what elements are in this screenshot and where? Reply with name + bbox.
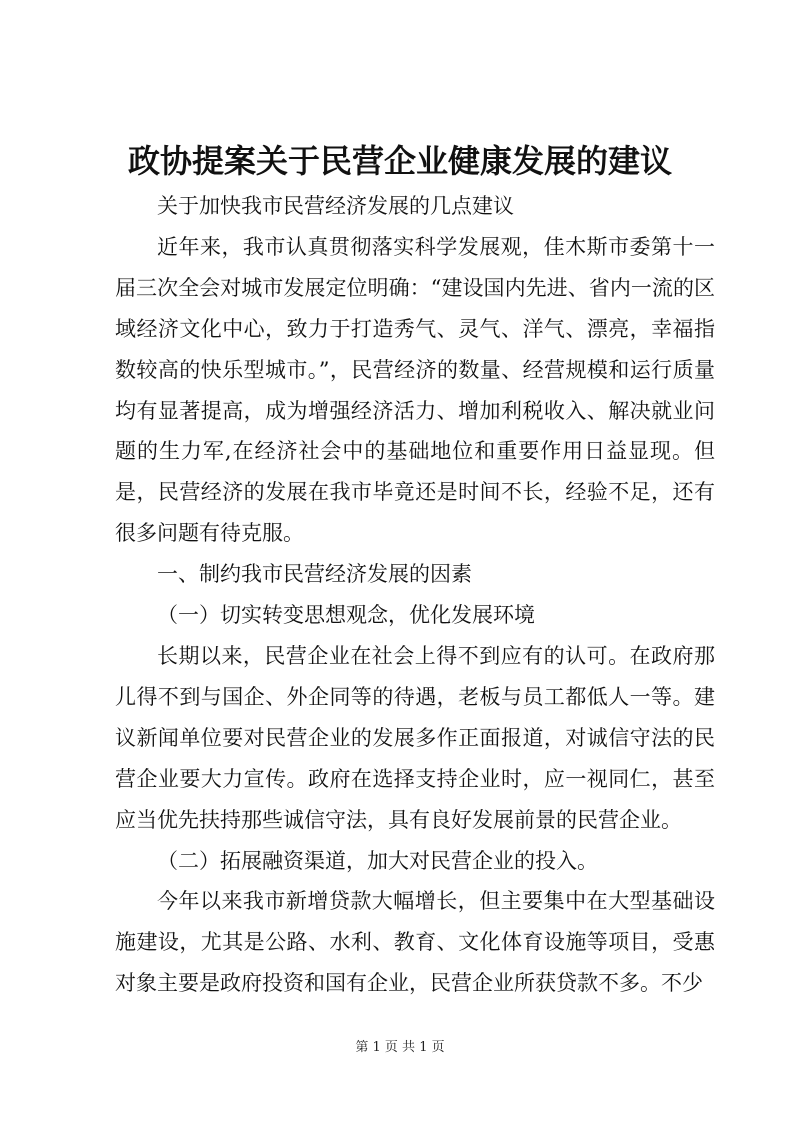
subsection-heading-2: （二）拓展融资渠道，加大对民营企业的投入。	[157, 848, 598, 873]
subsection-paragraph-2: 今年以来我市新增贷款大幅增长，但主要集中在大型基础设施建设，尤其是公路、水利、教育、文化体育设施等项目，受惠对象主要是政府投资和国有企业，民营企业所获贷款不多。不少	[115, 889, 715, 996]
intro-paragraph: 近年来，我市认真贯彻落实科学发展观，佳木斯市委第十一届三次全会对城市发展定位明确：“建设国内先进、省内一流的区域经济文化中心，致力于打造秀气、灵气、洋气、漂亮，幸福指数较高的快乐型城市。”，民营经济的数量、经营规模和运行质量均有显著提高，成为增强经济活力、增加利税收入、解决就业问题的生力军,在经济社会中的基础地位和重要作用日益显现。但是，民营经济的发展在我市毕竟还是时间不长，经验不足，还有很多问题有待克服。	[115, 234, 715, 546]
page-footer: 第 1 页 共 1 页	[355, 1040, 445, 1055]
subtitle-paragraph: 关于加快我市民营经济发展的几点建议	[157, 194, 514, 218]
subsection-heading-1: （一）切实转变思想观念，优化发展环境	[157, 603, 535, 628]
document-body	[115, 186, 715, 1004]
subsection-paragraph-1: 长期以来，民营企业在社会上得不到应有的认可。在政府那儿得不到与国企、外企同等的待遇，老板与员工都低人一等。建议新闻单位要对民营企业的发展多作正面报道，对诚信守法的民营企业要大力宣传。政府在选择支持企业时，应一视同仁，甚至应当优先扶持那些诚信守法，具有良好发展前景的民营企业。	[115, 643, 715, 832]
document-title: 政协提案关于民营企业健康发展的建议	[127, 142, 672, 180]
section-heading: 一、制约我市民营经济发展的因素	[157, 562, 472, 587]
